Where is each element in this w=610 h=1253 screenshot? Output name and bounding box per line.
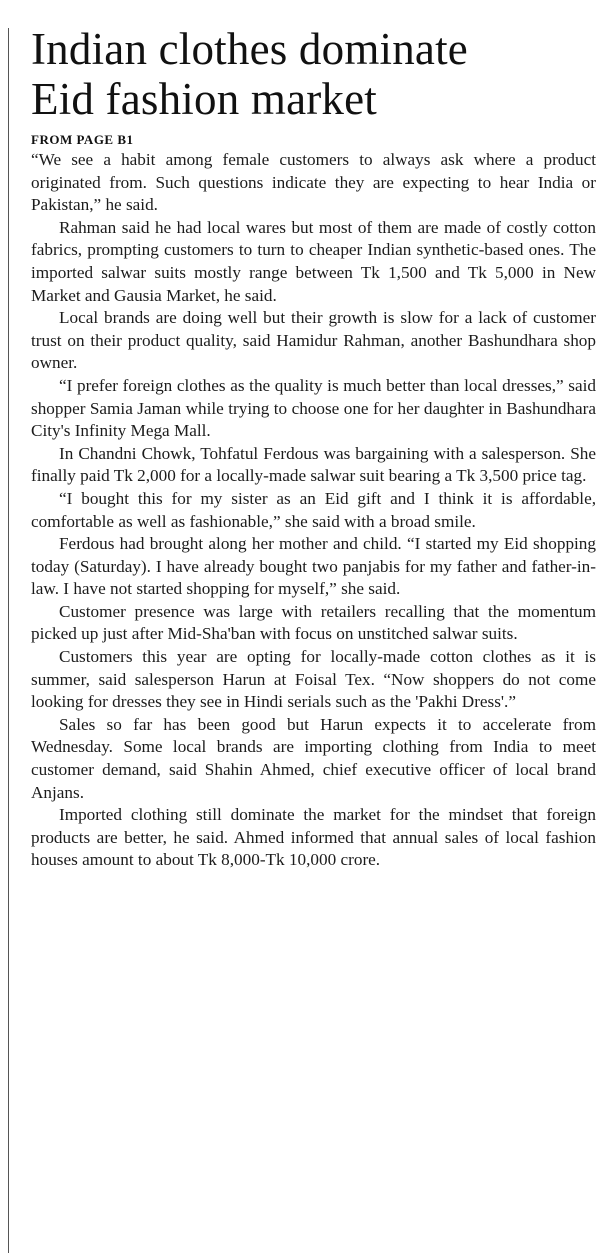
column-rule (8, 28, 9, 1253)
paragraph: “We see a habit among female customers to always ask where a product originated from. Such questions indicate they are expecting to hear India or Pakistan,” he said. (31, 150, 596, 215)
paragraph: Customers this year are opting for locally-made cotton clothes as it is summer, said salesperson Harun at Foisal Tex. “Now shoppers do not come looking for dresses they see in Hindi serials such as the 'Pakhi Dress'.” (31, 647, 596, 712)
article-body (31, 149, 596, 872)
paragraph: Customer presence was large with retailers recalling that the momentum picked up just after Mid-Sha'ban with focus on unstitched salwar suits. (31, 601, 596, 644)
headline-line-1: Indian clothes dominate (31, 24, 468, 74)
continuation-kicker: FROM PAGE B1 (31, 132, 134, 147)
headline-line-2: Eid fashion market (31, 74, 377, 124)
paragraph: Ferdous had brought along her mother and child. “I started my Eid shopping today (Saturday). I have already bought two panjabis for my father and father-in-law. I have not started shopping for myself,” she said. (31, 534, 596, 599)
paragraph: “I prefer foreign clothes as the quality is much better than local dresses,” said shopper Samia Jaman while trying to choose one for her daughter in Bashundhara City's Infinity Mega Mall. (31, 375, 596, 441)
paragraph: In Chandni Chowk, Tohfatul Ferdous was bargaining with a salesperson. She finally paid Tk 2,000 for a locally-made salwar suit bearing a Tk 3,500 price tag. (31, 443, 596, 486)
paragraph: Local brands are doing well but their growth is slow for a lack of customer trust on their product quality, said Hamidur Rahman, another Bashundhara shop owner. (31, 308, 596, 373)
paragraph: “I bought this for my sister as an Eid gift and I think it is affordable, comfortable as well as fashionable,” she said with a broad smile. (31, 488, 596, 531)
paragraph: Sales so far has been good but Harun expects it to accelerate from Wednesday. Some local brands are importing clothing from India to meet customer demand, said Shahin Ahmed, chief executive officer of local brand Anjans. (31, 714, 596, 802)
news-article (31, 24, 596, 872)
paragraph: Rahman said he had local wares but most of them are made of costly cotton fabrics, prompting customers to turn to cheaper Indian synthetic-based ones. The imported salwar suits mostly range between Tk 1,500 and Tk 5,000 in New Market and Gausia Market, he said. (31, 217, 596, 305)
headline (31, 24, 596, 124)
paragraph: Imported clothing still dominate the market for the mindset that foreign products are better, he said. Ahmed informed that annual sales of local fashion houses amount to about Tk 8,000-Tk 10,000 crore. (31, 805, 596, 870)
